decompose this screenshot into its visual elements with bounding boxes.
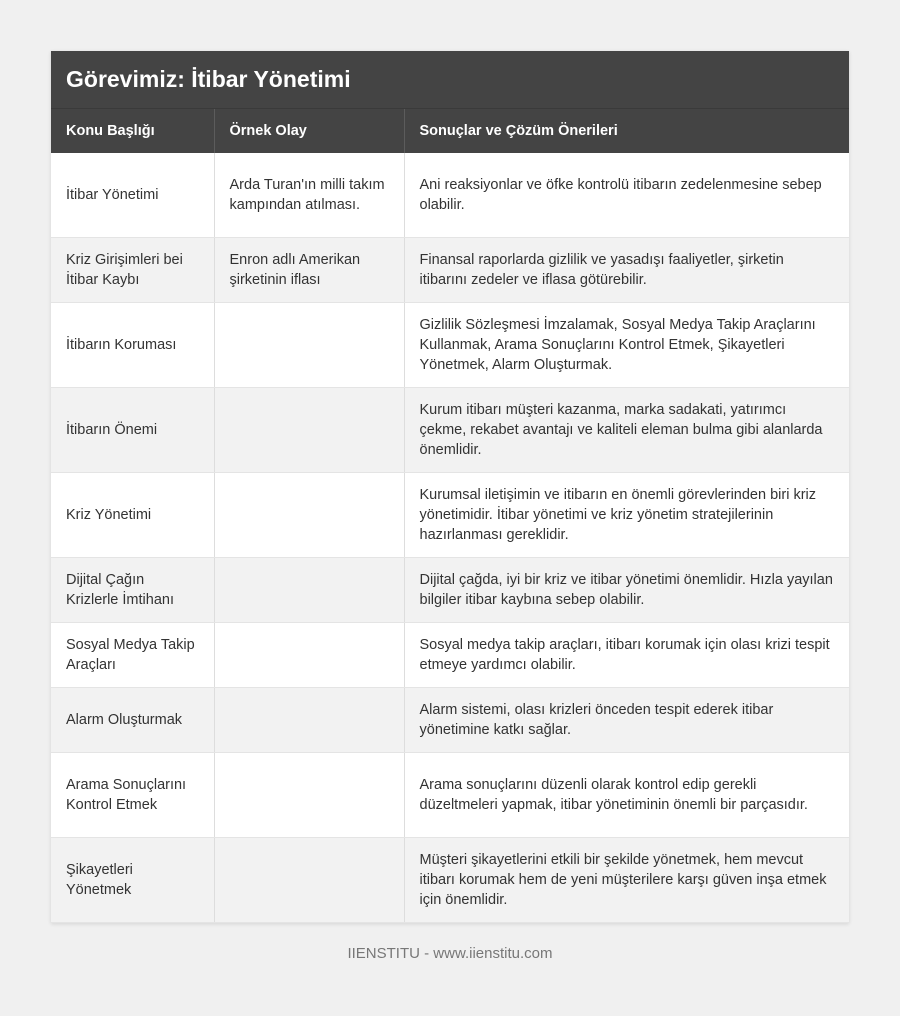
page-title: Görevimiz: İtibar Yönetimi — [51, 51, 849, 109]
topic-cell: İtibarın Koruması — [51, 303, 214, 388]
example-cell — [214, 753, 404, 838]
topic-cell: Kriz Girişimleri bei İtibar Kaybı — [51, 238, 214, 303]
table-row — [51, 838, 849, 923]
example-cell — [214, 473, 404, 558]
topic-cell: Dijital Çağın Krizlerle İmtihanı — [51, 558, 214, 623]
example-cell — [214, 558, 404, 623]
example-cell — [214, 623, 404, 688]
topic-cell: Arama Sonuçlarını Kontrol Etmek — [51, 753, 214, 838]
content-card — [51, 51, 849, 923]
table-row — [51, 688, 849, 753]
result-cell: Ani reaksiyonlar ve öfke kontrolü itibarın zedelenmesine sebep olabilir. — [404, 153, 849, 238]
table-row — [51, 388, 849, 473]
column-header-example: Örnek Olay — [214, 109, 404, 153]
example-cell — [214, 303, 404, 388]
result-cell: Dijital çağda, iyi bir kriz ve itibar yönetimi önemlidir. Hızla yayılan bilgiler itibar kaybına sebep olabilir. — [404, 558, 849, 623]
topic-cell: İtibarın Önemi — [51, 388, 214, 473]
topic-cell: Sosyal Medya Takip Araçları — [51, 623, 214, 688]
table-row — [51, 238, 849, 303]
example-cell: Arda Turan'ın milli takım kampından atılması. — [214, 153, 404, 238]
result-cell: Finansal raporlarda gizlilik ve yasadışı faaliyetler, şirketin itibarını zedeler ve iflasa götürebilir. — [404, 238, 849, 303]
example-cell: Enron adlı Amerikan şirketinin iflası — [214, 238, 404, 303]
topic-cell: Kriz Yönetimi — [51, 473, 214, 558]
column-header-result: Sonuçlar ve Çözüm Önerileri — [404, 109, 849, 153]
table-row — [51, 473, 849, 558]
result-cell: Sosyal medya takip araçları, itibarı korumak için olası krizi tespit etmeye yardımcı olabilir. — [404, 623, 849, 688]
table-row — [51, 753, 849, 838]
result-cell: Arama sonuçlarını düzenli olarak kontrol edip gerekli düzeltmeleri yapmak, itibar yönetiminin önemli bir parçasıdır. — [404, 753, 849, 838]
example-cell — [214, 388, 404, 473]
table-row — [51, 623, 849, 688]
topic-cell: Şikayetleri Yönetmek — [51, 838, 214, 923]
result-cell: Kurumsal iletişimin ve itibarın en önemli görevlerinden biri kriz yönetimidir. İtibar yönetimi ve kriz yönetim stratejilerinin hazırlanması gereklidir. — [404, 473, 849, 558]
result-cell: Kurum itibarı müşteri kazanma, marka sadakati, yatırımcı çekme, rekabet avantajı ve kaliteli eleman bulma gibi alanlarda önemlidir. — [404, 388, 849, 473]
topic-cell: Alarm Oluşturmak — [51, 688, 214, 753]
example-cell — [214, 688, 404, 753]
result-cell: Gizlilik Sözleşmesi İmzalamak, Sosyal Medya Takip Araçlarını Kullanmak, Arama Sonuçlarını Kontrol Etmek, Şikayetleri Yönetmek, Alarm Oluşturmak. — [404, 303, 849, 388]
table-row — [51, 558, 849, 623]
table-row — [51, 153, 849, 238]
example-cell — [214, 838, 404, 923]
footer-credit: IIENSTITU - www.iienstitu.com — [347, 945, 553, 962]
topics-table — [51, 109, 849, 923]
topic-cell: İtibar Yönetimi — [51, 153, 214, 238]
result-cell: Alarm sistemi, olası krizleri önceden tespit ederek itibar yönetimine katkı sağlar. — [404, 688, 849, 753]
table-header-row — [51, 109, 849, 153]
result-cell: Müşteri şikayetlerini etkili bir şekilde yönetmek, hem mevcut itibarı korumak hem de yeni müşterilere karşı güven inşa etmek için önemlidir. — [404, 838, 849, 923]
table-row — [51, 303, 849, 388]
column-header-topic: Konu Başlığı — [51, 109, 214, 153]
